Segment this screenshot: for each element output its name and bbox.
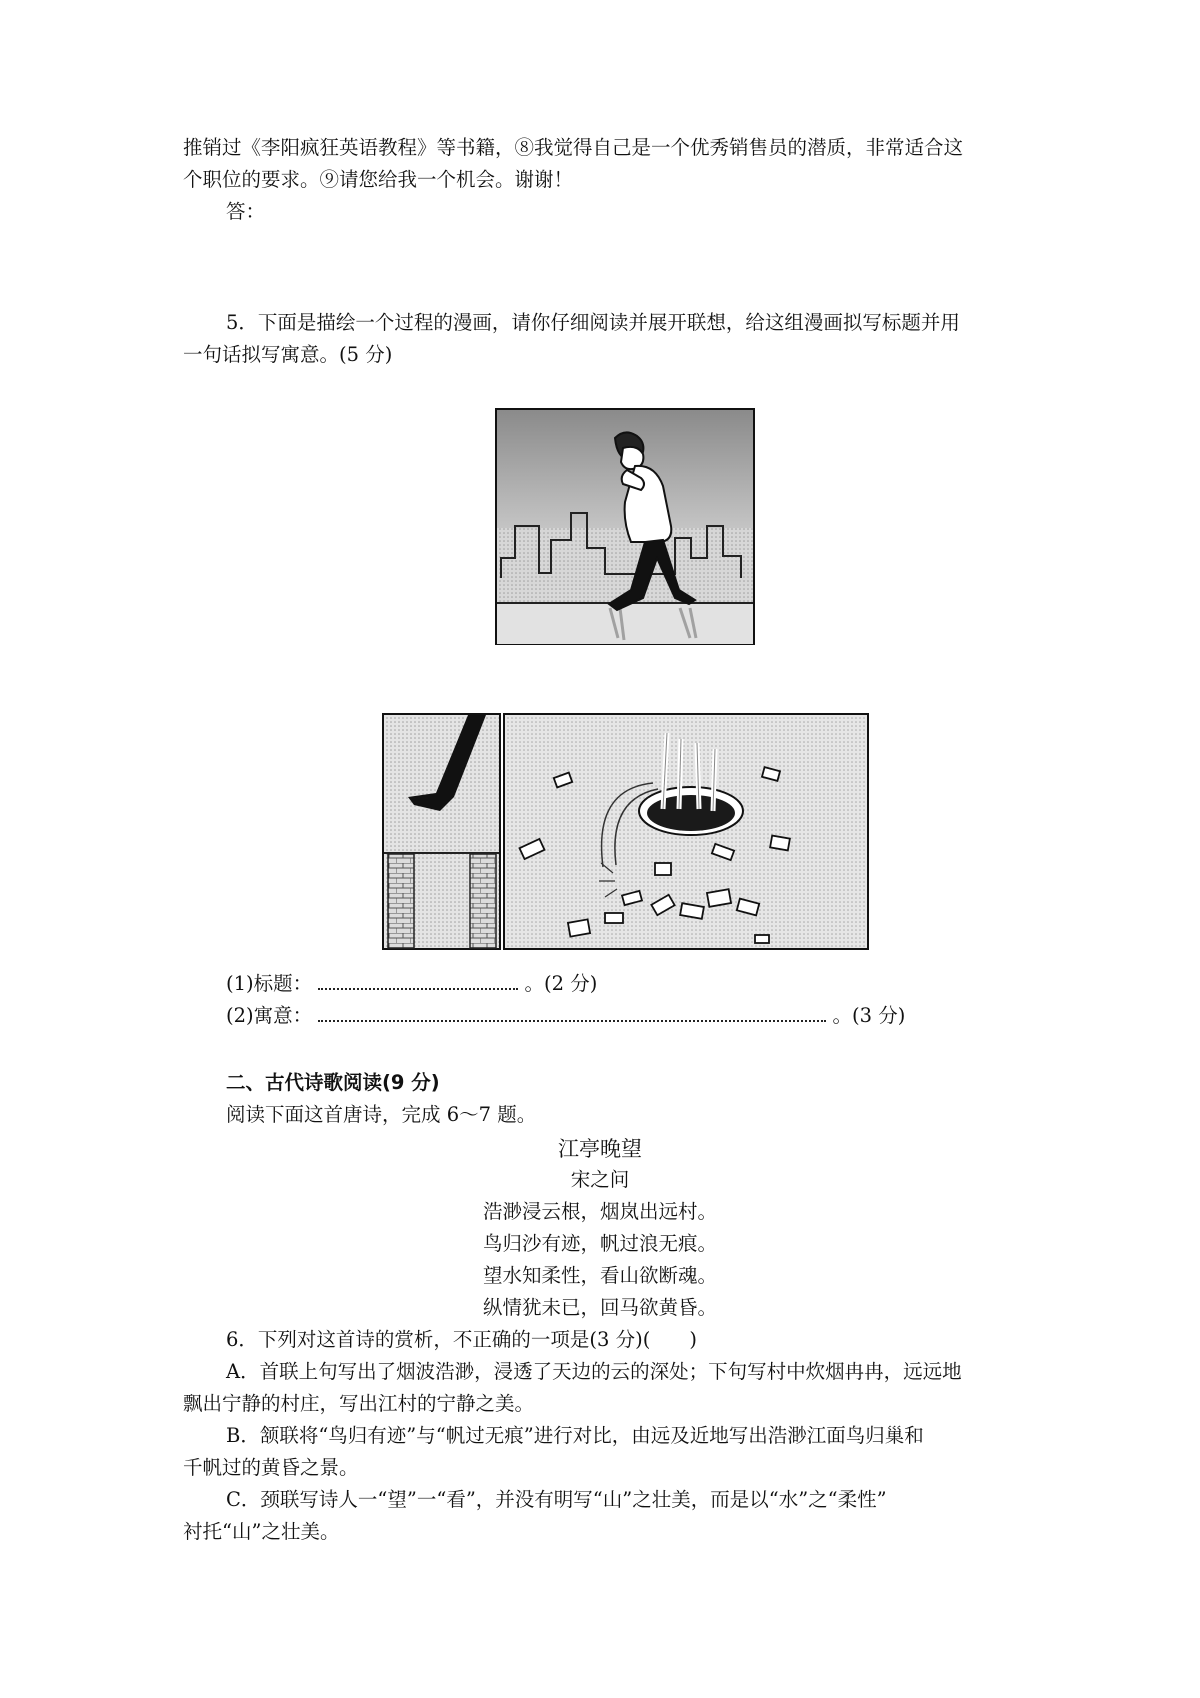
title-answer-blank[interactable] bbox=[318, 968, 518, 990]
meaning-score: 。(3 分) bbox=[832, 1004, 906, 1027]
section-2-instruction: 阅读下面这首唐诗，完成 6～7 题。 bbox=[226, 1103, 537, 1126]
comic-panel-walking bbox=[495, 408, 755, 645]
option-a-line-2: 飘出宁静的村庄，写出江村的宁静之美。 bbox=[183, 1392, 535, 1415]
option-b-line-1: B．颔联将“鸟归有迹”与“帆过无痕”进行对比，由远及近地写出浩渺江面鸟归巢和 bbox=[226, 1424, 924, 1447]
option-a-line-1: A．首联上句写出了烟波浩渺，浸透了天边的云的深处；下句写村中炊烟冉冉，远远地 bbox=[226, 1360, 962, 1383]
title-answer-row bbox=[226, 968, 1076, 1000]
poem-title: 江亭晚望 bbox=[558, 1137, 642, 1161]
option-c-line-2: 衬托“山”之壮美。 bbox=[183, 1520, 340, 1543]
answer-label: 答： bbox=[226, 200, 266, 223]
title-score: 。(2 分) bbox=[524, 972, 598, 995]
poem-line-1: 浩渺浸云根，烟岚出远村。 bbox=[482, 1200, 717, 1223]
poem-line-4: 纵情犹未已，回马欲黄昏。 bbox=[482, 1296, 717, 1319]
question-6-stem: 6．下列对这首诗的赏析，不正确的一项是(3 分)( ) bbox=[226, 1328, 697, 1351]
option-c-line-1: C．颈联写诗人一“望”一“看”，并没有明写“山”之壮美，而是以“水”之“柔性” bbox=[226, 1488, 887, 1511]
meaning-answer-row bbox=[226, 1000, 1076, 1032]
section-2-heading: 二、古代诗歌阅读(9 分) bbox=[226, 1071, 440, 1094]
question-5-line-1: 5．下面是描绘一个过程的漫画，请你仔细阅读并展开联想，给这组漫画拟写标题并用 bbox=[226, 311, 960, 334]
meaning-answer-blank[interactable] bbox=[318, 1000, 826, 1022]
intro-line-2: 个职位的要求。⑨请您给我一个机会。谢谢！ bbox=[183, 168, 574, 191]
comic-panel-step bbox=[382, 713, 501, 950]
poem-line-3: 望水知柔性，看山欲断魂。 bbox=[482, 1264, 717, 1287]
meaning-label: (2)寓意： bbox=[226, 1004, 313, 1027]
option-b-line-2: 千帆过的黄昏之景。 bbox=[183, 1456, 359, 1479]
poem-author: 宋之问 bbox=[570, 1168, 630, 1191]
poem-line-2: 鸟归沙有迹，帆过浪无痕。 bbox=[482, 1232, 717, 1255]
title-label: (1)标题： bbox=[226, 972, 313, 995]
comic-panel-manhole bbox=[503, 713, 869, 950]
intro-line-1: 推销过《李阳疯狂英语教程》等书籍，⑧我觉得自己是一个优秀销售员的潜质，非常适合这 bbox=[183, 136, 964, 159]
question-5-line-2: 一句话拟写寓意。(5 分) bbox=[183, 343, 393, 366]
